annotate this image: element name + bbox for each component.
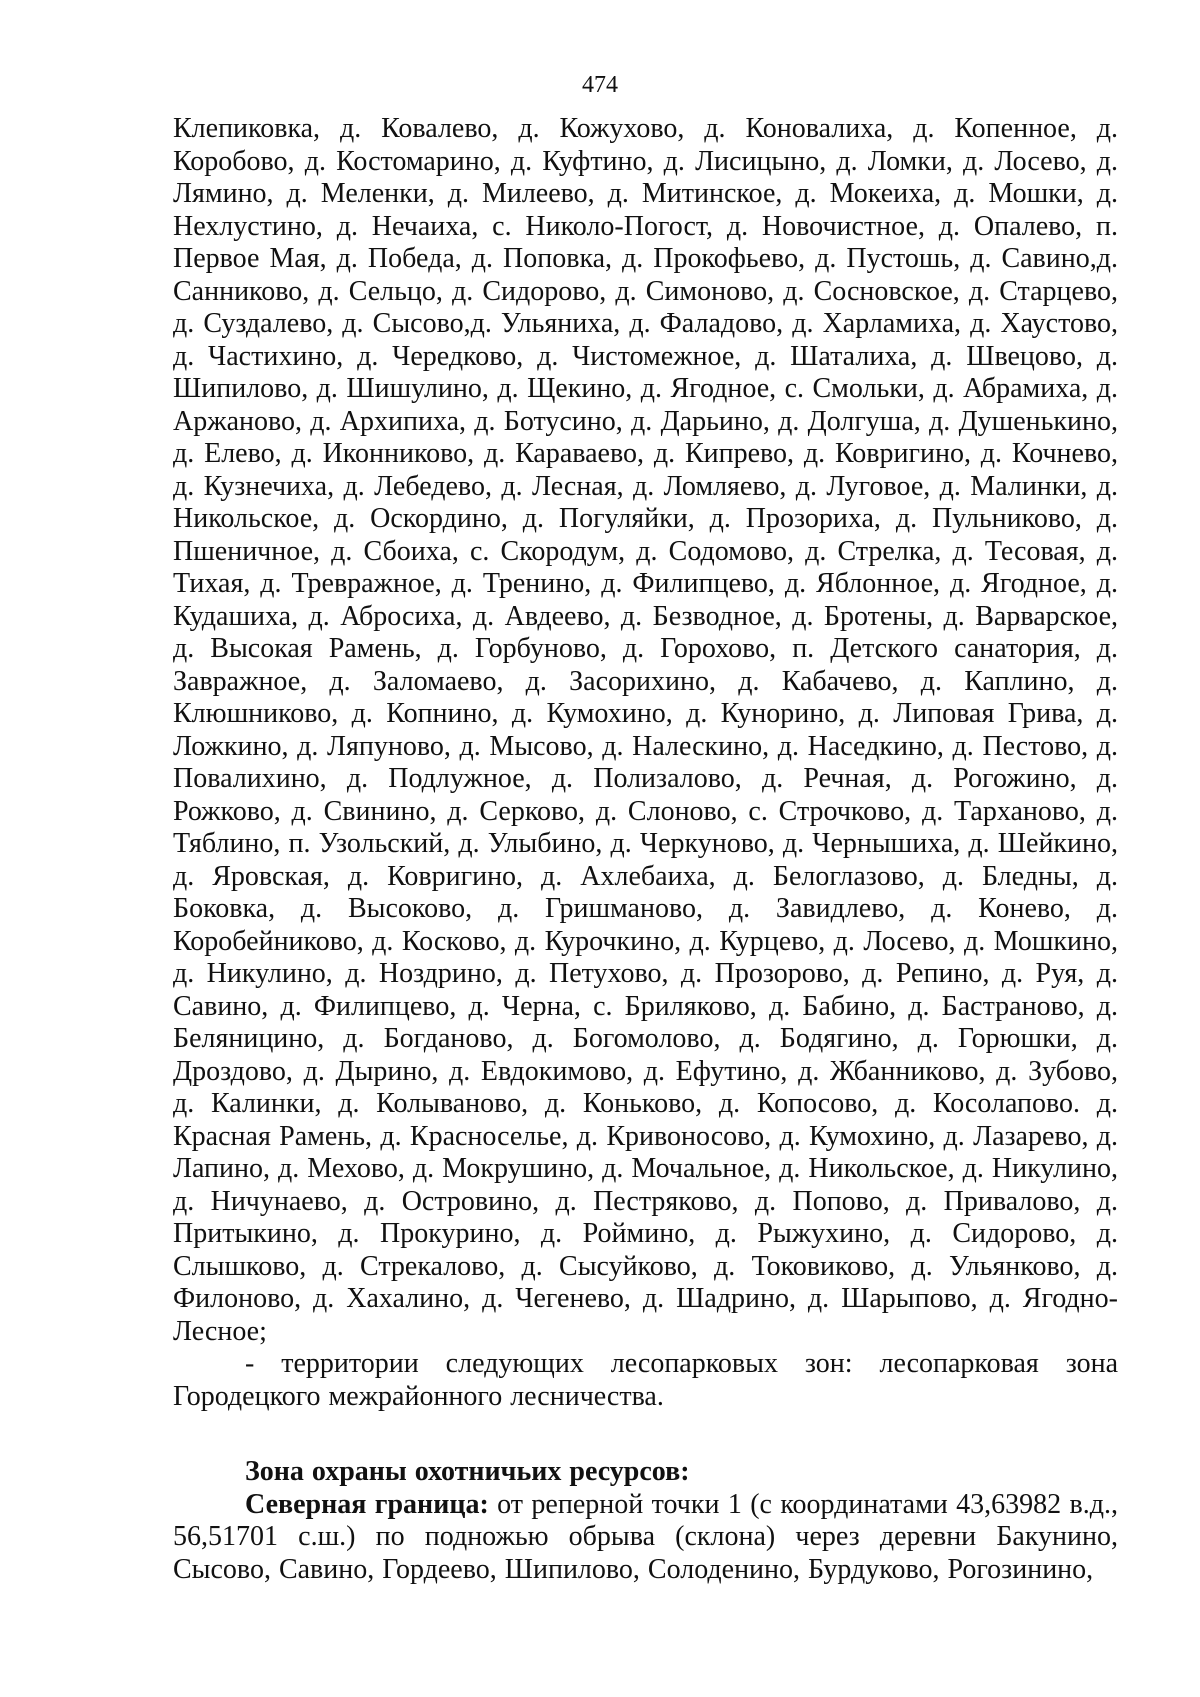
- northern-border-text: от реперной точки 1 (с координатами 43,63982 в.д., 56,51701 с.ш.) по подножью обрыва (склона) через деревни Бакунино, Сысово, Савино, Гордеево, Шипилово, Солоденино, Бурдуково, Рогозинино,: [173, 1488, 1118, 1585]
- forest-zone-paragraph: - территории следующих лесопарковых зон: лесопарковая зона Городецкого межрайонного лесничества.: [173, 1348, 1118, 1412]
- northern-border-paragraph: [173, 1489, 1118, 1587]
- settlements-paragraph: Клепиковка, д. Ковалево, д. Кожухово, д. Коновалиха, д. Копенное, д. Коробово, д. Костомарино, д. Куфтино, д. Лисицыно, д. Ломки, д. Лосево, д. Лямино, д. Меленки, д. Милеево, д. Митинское, д. Мокеиха, д. Мошки, д. Нехлустино, д. Нечаиха, с. Николо-Погост, д. Новочистное, д. Опалево, п. Первое Мая, д. Победа, д. Поповка, д. Прокофьево, д. Пустошь, д. Савино,д. Санниково, д. Сельцо, д. Сидорово, д. Симоново, д. Сосновское, д. Старцево, д. Суздалево, д. Сысово,д. Ульяниха, д. Фаладово, д. Харламиха, д. Хаустово, д. Частихино, д. Чередково, д. Чистомежное, д. Шаталиха, д. Швецово, д. Шипилово, д. Шишулино, д. Щекино, д. Ягодное, с. Смольки, д. Абрамиха, д. Аржаново, д. Архипиха, д. Ботусино, д. Дарьино, д. Долгуша, д. Душенькино, д. Елево, д. Иконниково, д. Караваево, д. Кипрево, д. Ковригино, д. Кочнево, д. Кузнечиха, д. Лебедево, д. Лесная, д. Ломляево, д. Луговое, д. Малинки, д. Никольское, д. Оскордино, д. Погуляйки, д. Прозориха, д. Пульниково, д. Пшеничное, д. Сбоиха, с. Скородум, д. Содомово, д. Стрелка, д. Тесовая, д. Тихая, д. Тревражное, д. Тренино, д. Филипцево, д. Яблонное, д. Ягодное, д. Кудашиха, д. Абросиха, д. Авдеево, д. Безводное, д. Бротены, д. Варварское, д. Высокая Рамень, д. Горбуново, д. Горохово, п. Детского санатория, д. Завражное, д. Заломаево, д. Засорихино, д. Кабачево, д. Каплино, д. Клюшниково, д. Копнино, д. Кумохино, д. Кунорино, д. Липовая Грива, д. Ложкино, д. Ляпуново, д. Мысово, д. Налескино, д. Наседкино, д. Пестово, д. Повалихино, д. Подлужное, д. Полизалово, д. Речная, д. Рогожино, д. Рожково, д. Свинино, д. Серково, д. Слоново, с. Строчково, д. Тарханово, д. Тяблино, п. Узольский, д. Улыбино, д. Черкуново, д. Чернышиха, д. Шейкино, д. Яровская, д. Ковригино, д. Ахлебаиха, д. Белоглазово, д. Бледны, д. Боковка, д. Высоково, д. Гришманово, д. Завидлево, д. Конево, д. Коробейниково, д. Косково, д. Курочкино, д. Курцево, д. Лосево, д. Мошкино, д. Никулино, д. Ноздрино, д. Петухово, д. Прозорово, д. Репино, д. Руя, д. Савино, д. Филипцево, д. Черна, с. Бриляково, д. Бабино, д. Бастраново, д. Беляницино, д. Богданово, д. Богомолово, д. Бодягино, д. Горюшки, д. Дроздово, д. Дырино, д. Евдокимово, д. Ефутино, д. Жбанниково, д. Зубово, д. Калинки, д. Колываново, д. Коньково, д. Копосово, д. Косолапово. д. Красная Рамень, д. Красноселье, д. Кривоносово, д. Кумохино, д. Лазарево, д. Лапино, д. Мехово, д. Мокрушино, д. Мочальное, д. Никольское, д. Никулино, д. Ничунаево, д. Островино, д. Пестряково, д. Попово, д. Привалово, д. Притыкино, д. Прокурино, д. Роймино, д. Рыжухино, д. Сидорово, д. Слышково, д. Стрекалово, д. Сысуйково, д. Токовиково, д. Ульянково, д. Филоново, д. Хахалино, д. Чегенево, д. Шадрино, д. Шарыпово, д. Ягодно-Лесное;: [173, 113, 1118, 1347]
- page-number: 474: [582, 72, 618, 98]
- section-heading: Зона охраны охотничьих ресурсов:: [245, 1456, 690, 1487]
- paragraph-spacer: [173, 1413, 1118, 1456]
- northern-border-label: Северная граница:: [245, 1488, 489, 1520]
- document-body: [173, 113, 1118, 1586]
